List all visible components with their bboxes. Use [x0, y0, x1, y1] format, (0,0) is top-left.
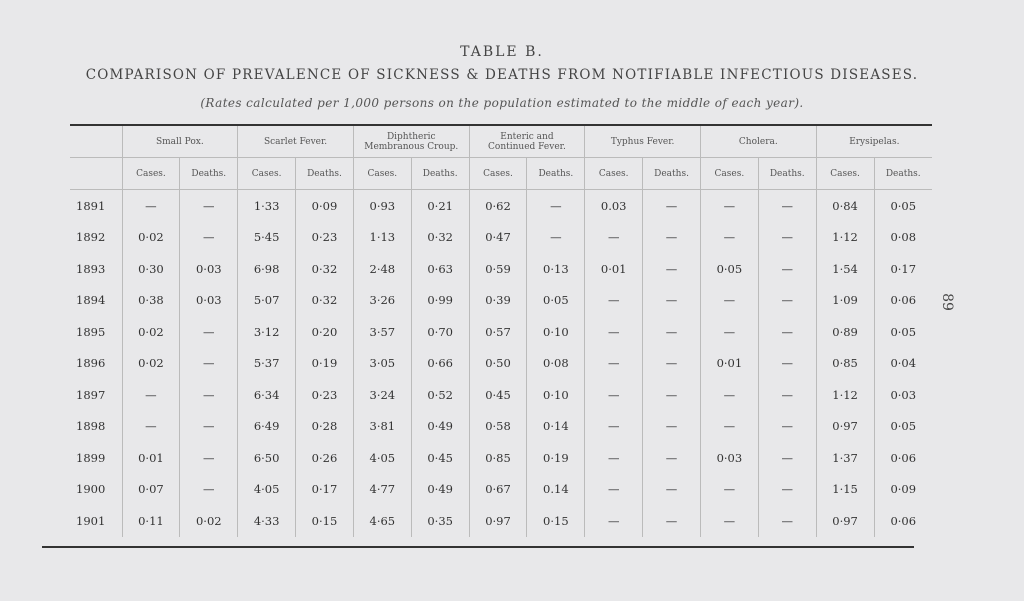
year-cell: 1898 — [76, 419, 106, 434]
value-cell: — — [758, 348, 816, 380]
value-cell: 0·01 — [585, 253, 643, 285]
value-cell: 0·45 — [469, 379, 527, 411]
table-row — [70, 316, 932, 348]
year-cell: 1894 — [76, 293, 106, 308]
value-cell: — — [180, 316, 238, 348]
year-cell: 1895 — [76, 324, 106, 339]
value-cell: 0·97 — [816, 505, 874, 537]
value-cell: — — [585, 505, 643, 537]
column-header: Deaths. — [758, 158, 816, 190]
value-cell: — — [758, 316, 816, 348]
value-cell: 1·37 — [816, 442, 874, 474]
value-cell: — — [585, 411, 643, 443]
value-cell: 0·58 — [469, 411, 527, 443]
value-cell: — — [758, 285, 816, 317]
value-cell: — — [527, 222, 585, 254]
value-cell: 0·20 — [296, 316, 354, 348]
value-cell: 0·19 — [527, 442, 585, 474]
year-cell: 1896 — [76, 356, 106, 371]
value-cell: 4·33 — [238, 505, 296, 537]
value-cell: — — [758, 253, 816, 285]
value-cell: 0·09 — [874, 474, 932, 506]
value-cell: 5·45 — [238, 222, 296, 254]
value-cell: 0·08 — [527, 348, 585, 380]
group-header-row — [70, 125, 932, 158]
value-cell: 0·39 — [469, 285, 527, 317]
value-cell: 0·03 — [874, 379, 932, 411]
value-cell: 0·02 — [122, 316, 180, 348]
value-cell: 0·89 — [816, 316, 874, 348]
value-cell: 0·66 — [411, 348, 469, 380]
table-row — [70, 505, 932, 537]
value-cell: — — [643, 316, 701, 348]
value-cell: — — [700, 379, 758, 411]
value-cell: 0·57 — [469, 316, 527, 348]
value-cell: — — [758, 411, 816, 443]
value-cell: — — [643, 411, 701, 443]
value-cell: — — [180, 474, 238, 506]
value-cell: — — [122, 190, 180, 222]
value-cell: 0·11 — [122, 505, 180, 537]
value-cell: 0·32 — [296, 285, 354, 317]
value-cell: — — [643, 379, 701, 411]
value-cell: 0·26 — [296, 442, 354, 474]
value-cell: 0·03 — [180, 253, 238, 285]
value-cell: 0·23 — [296, 222, 354, 254]
value-cell: 0·97 — [469, 505, 527, 537]
value-cell: — — [643, 505, 701, 537]
value-cell: — — [758, 379, 816, 411]
value-cell: 6·34 — [238, 379, 296, 411]
group-header: Enteric and Continued Fever. — [469, 125, 585, 158]
table-body — [70, 190, 932, 537]
table-row — [70, 222, 932, 254]
value-cell: 0·63 — [411, 253, 469, 285]
value-cell: 0·07 — [122, 474, 180, 506]
value-cell: 0·17 — [874, 253, 932, 285]
value-cell: 0·08 — [874, 222, 932, 254]
value-cell: 0·47 — [469, 222, 527, 254]
value-cell: 0·30 — [122, 253, 180, 285]
value-cell: — — [758, 190, 816, 222]
value-cell: — — [180, 442, 238, 474]
value-cell: 0·52 — [411, 379, 469, 411]
value-cell: 0·97 — [816, 411, 874, 443]
value-cell: 0·59 — [469, 253, 527, 285]
value-cell: 0·62 — [469, 190, 527, 222]
value-cell: — — [700, 505, 758, 537]
value-cell: 0·21 — [411, 190, 469, 222]
year-cell: 1900 — [76, 482, 106, 497]
value-cell: 1·12 — [816, 379, 874, 411]
value-cell: — — [758, 505, 816, 537]
year-cell: 1892 — [76, 230, 106, 245]
column-header: Deaths. — [874, 158, 932, 190]
value-cell: — — [700, 316, 758, 348]
value-cell: 1·12 — [816, 222, 874, 254]
value-cell: 0·05 — [874, 411, 932, 443]
value-cell: 6·50 — [238, 442, 296, 474]
column-header: Deaths. — [411, 158, 469, 190]
value-cell: 0·32 — [296, 253, 354, 285]
value-cell: — — [585, 474, 643, 506]
column-header: Cases. — [469, 158, 527, 190]
table-row — [70, 285, 932, 317]
table-row — [70, 379, 932, 411]
column-header: Deaths. — [527, 158, 585, 190]
year-cell: 1897 — [76, 387, 106, 402]
year-cell: 1901 — [76, 513, 106, 528]
column-header: Cases. — [585, 158, 643, 190]
value-cell: 0·01 — [700, 348, 758, 380]
table-subtitle: (Rates calculated per 1,000 persons on the population estimated to the middle of each year). — [200, 96, 804, 110]
value-cell: 3·24 — [353, 379, 411, 411]
value-cell: 0·32 — [411, 222, 469, 254]
value-cell: 0·06 — [874, 285, 932, 317]
column-header: Cases. — [122, 158, 180, 190]
value-cell: 4·05 — [353, 442, 411, 474]
value-cell: 0·06 — [874, 505, 932, 537]
value-cell: — — [180, 190, 238, 222]
value-cell: 0·49 — [411, 411, 469, 443]
group-header: Cholera. — [700, 125, 816, 158]
value-cell: 4·65 — [353, 505, 411, 537]
value-cell: 0·85 — [816, 348, 874, 380]
table-row — [70, 474, 932, 506]
value-cell: — — [180, 348, 238, 380]
value-cell: 0·13 — [527, 253, 585, 285]
value-cell: 6·98 — [238, 253, 296, 285]
value-cell: 0·02 — [122, 222, 180, 254]
value-cell: 2·48 — [353, 253, 411, 285]
group-header: Scarlet Fever. — [238, 125, 354, 158]
group-header: Diphtheric Membranous Croup. — [353, 125, 469, 158]
value-cell: — — [180, 411, 238, 443]
value-cell: — — [585, 316, 643, 348]
group-header: Typhus Fever. — [585, 125, 701, 158]
value-cell: 5·37 — [238, 348, 296, 380]
table-row — [70, 348, 932, 380]
value-cell: 0·02 — [180, 505, 238, 537]
group-header: Small Pox. — [122, 125, 238, 158]
year-cell: 1891 — [76, 198, 106, 213]
value-cell: — — [700, 411, 758, 443]
value-cell: 0·38 — [122, 285, 180, 317]
column-header: Cases. — [238, 158, 296, 190]
value-cell: — — [585, 379, 643, 411]
value-cell: — — [643, 222, 701, 254]
value-cell: 0.03 — [585, 190, 643, 222]
value-cell: 0·45 — [411, 442, 469, 474]
table-title: COMPARISON OF PREVALENCE OF SICKNESS & DEATHS FROM NOTIFIABLE INFECTIOUS DISEASES. — [85, 67, 919, 83]
value-cell: — — [700, 474, 758, 506]
value-cell: — — [700, 190, 758, 222]
value-cell: 0·04 — [874, 348, 932, 380]
value-cell: 0·05 — [874, 190, 932, 222]
value-cell: — — [122, 379, 180, 411]
value-cell: 0·15 — [296, 505, 354, 537]
value-cell: — — [585, 348, 643, 380]
value-cell: — — [758, 222, 816, 254]
value-cell: 4·05 — [238, 474, 296, 506]
value-cell: 0·14 — [527, 411, 585, 443]
value-cell: — — [643, 442, 701, 474]
value-cell: 0·05 — [874, 316, 932, 348]
table-row — [70, 411, 932, 443]
value-cell: — — [700, 285, 758, 317]
value-cell: 0·09 — [296, 190, 354, 222]
value-cell: 0·49 — [411, 474, 469, 506]
value-cell: 0·06 — [874, 442, 932, 474]
column-header: Cases. — [700, 158, 758, 190]
value-cell: 1·33 — [238, 190, 296, 222]
value-cell: 0·02 — [122, 348, 180, 380]
table-row — [70, 190, 932, 222]
value-cell: 0·35 — [411, 505, 469, 537]
value-cell: 0·85 — [469, 442, 527, 474]
column-header: Cases. — [816, 158, 874, 190]
value-cell: 0·50 — [469, 348, 527, 380]
value-cell: 3·57 — [353, 316, 411, 348]
value-cell: 5·07 — [238, 285, 296, 317]
value-cell: — — [643, 253, 701, 285]
value-cell: — — [643, 348, 701, 380]
value-cell: 3·26 — [353, 285, 411, 317]
column-header: Deaths. — [643, 158, 701, 190]
column-header: Deaths. — [180, 158, 238, 190]
column-header: Cases. — [353, 158, 411, 190]
value-cell: 4·77 — [353, 474, 411, 506]
table-row — [70, 442, 932, 474]
value-cell: — — [643, 474, 701, 506]
value-cell: — — [180, 379, 238, 411]
value-cell: 0·84 — [816, 190, 874, 222]
year-cell: 1899 — [76, 450, 106, 465]
value-cell: 0·28 — [296, 411, 354, 443]
value-cell: 0·23 — [296, 379, 354, 411]
page-number: 89 — [938, 293, 955, 311]
value-cell: 0·67 — [469, 474, 527, 506]
value-cell: 0·01 — [122, 442, 180, 474]
value-cell: 0·05 — [700, 253, 758, 285]
value-cell: — — [585, 285, 643, 317]
value-cell: 1·09 — [816, 285, 874, 317]
value-cell: — — [758, 474, 816, 506]
value-cell: 3·81 — [353, 411, 411, 443]
value-cell: — — [700, 222, 758, 254]
value-cell: 0·10 — [527, 379, 585, 411]
value-cell: 0·19 — [296, 348, 354, 380]
disease-table — [70, 124, 932, 537]
value-cell: — — [643, 285, 701, 317]
value-cell: — — [180, 222, 238, 254]
value-cell: 1·13 — [353, 222, 411, 254]
value-cell: — — [585, 222, 643, 254]
group-header: Erysipelas. — [816, 125, 932, 158]
value-cell: 1·54 — [816, 253, 874, 285]
value-cell: 0·05 — [527, 285, 585, 317]
value-cell: 0·93 — [353, 190, 411, 222]
value-cell: 0·03 — [700, 442, 758, 474]
value-cell: — — [585, 442, 643, 474]
column-header: Deaths. — [296, 158, 354, 190]
value-cell: — — [122, 411, 180, 443]
value-cell: — — [643, 190, 701, 222]
value-cell: 0·10 — [527, 316, 585, 348]
value-cell: 0·17 — [296, 474, 354, 506]
year-cell: 1893 — [76, 261, 106, 276]
value-cell: 6·49 — [238, 411, 296, 443]
value-cell: 0·03 — [180, 285, 238, 317]
value-cell: 0.14 — [527, 474, 585, 506]
value-cell: 1·15 — [816, 474, 874, 506]
table-label: TABLE B. — [460, 44, 544, 60]
value-cell: — — [758, 442, 816, 474]
value-cell: 0·99 — [411, 285, 469, 317]
value-cell: 3·05 — [353, 348, 411, 380]
value-cell: 0·15 — [527, 505, 585, 537]
value-cell: 3·12 — [238, 316, 296, 348]
table-row — [70, 253, 932, 285]
value-cell: 0·70 — [411, 316, 469, 348]
sub-header-row — [70, 158, 932, 190]
value-cell: — — [527, 190, 585, 222]
bottom-rule — [42, 546, 914, 548]
